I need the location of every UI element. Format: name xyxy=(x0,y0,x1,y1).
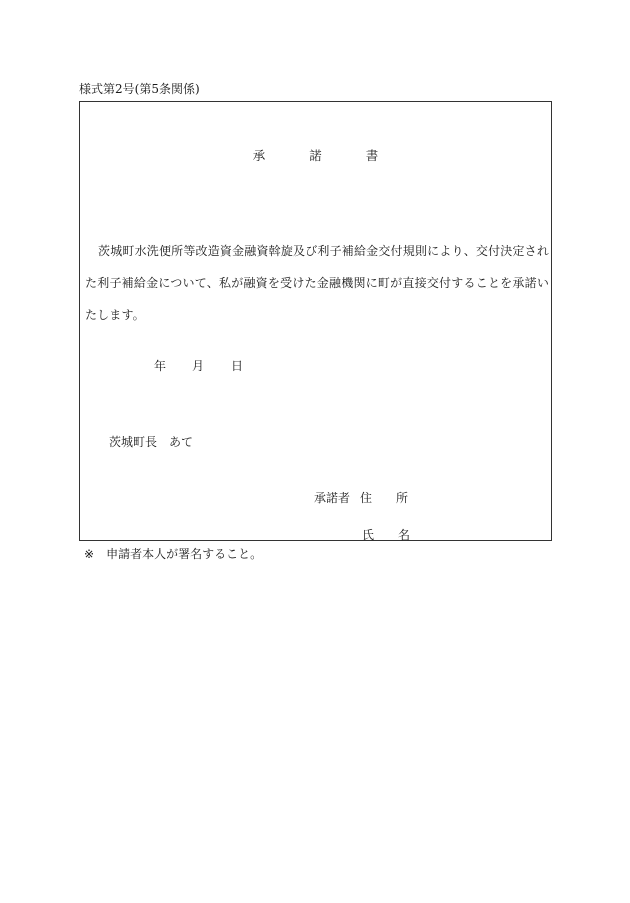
recipient-line xyxy=(109,433,193,450)
note-mark: ※ xyxy=(84,547,95,561)
recipient-name: 茨城町長 xyxy=(109,435,158,449)
title-char-3: 書 xyxy=(365,148,379,163)
signature-note xyxy=(84,545,262,562)
document-frame xyxy=(79,101,552,541)
recipient-suffix: あて xyxy=(169,435,194,449)
date-year-label: 年 xyxy=(154,359,167,373)
signature-role-label: 承諾者 xyxy=(314,491,351,505)
date-month-label: 月 xyxy=(192,359,205,373)
address-label-1: 住 xyxy=(360,491,373,505)
consent-body-text: 茨城町水洗便所等改造資金融資斡旋及び利子補給金交付規則により、交付決定された利子補給金について、私が融資を受けた金融機関に町が直接交付することを承諾いたします。 xyxy=(85,244,549,322)
date-line xyxy=(154,357,243,374)
name-label-2: 名 xyxy=(398,528,411,542)
title-char-1: 承 xyxy=(252,148,266,163)
name-label-1: 氏 xyxy=(362,528,375,542)
document-title xyxy=(80,146,551,164)
signature-name-line xyxy=(362,526,410,543)
title-char-2: 諾 xyxy=(309,148,322,163)
address-label-2: 所 xyxy=(396,491,409,505)
date-day-label: 日 xyxy=(231,359,244,373)
signature-address-line xyxy=(314,489,408,506)
note-text: 申請者本人が署名すること。 xyxy=(106,547,263,561)
form-number: 様式第2号(第5条関係) xyxy=(79,82,200,96)
